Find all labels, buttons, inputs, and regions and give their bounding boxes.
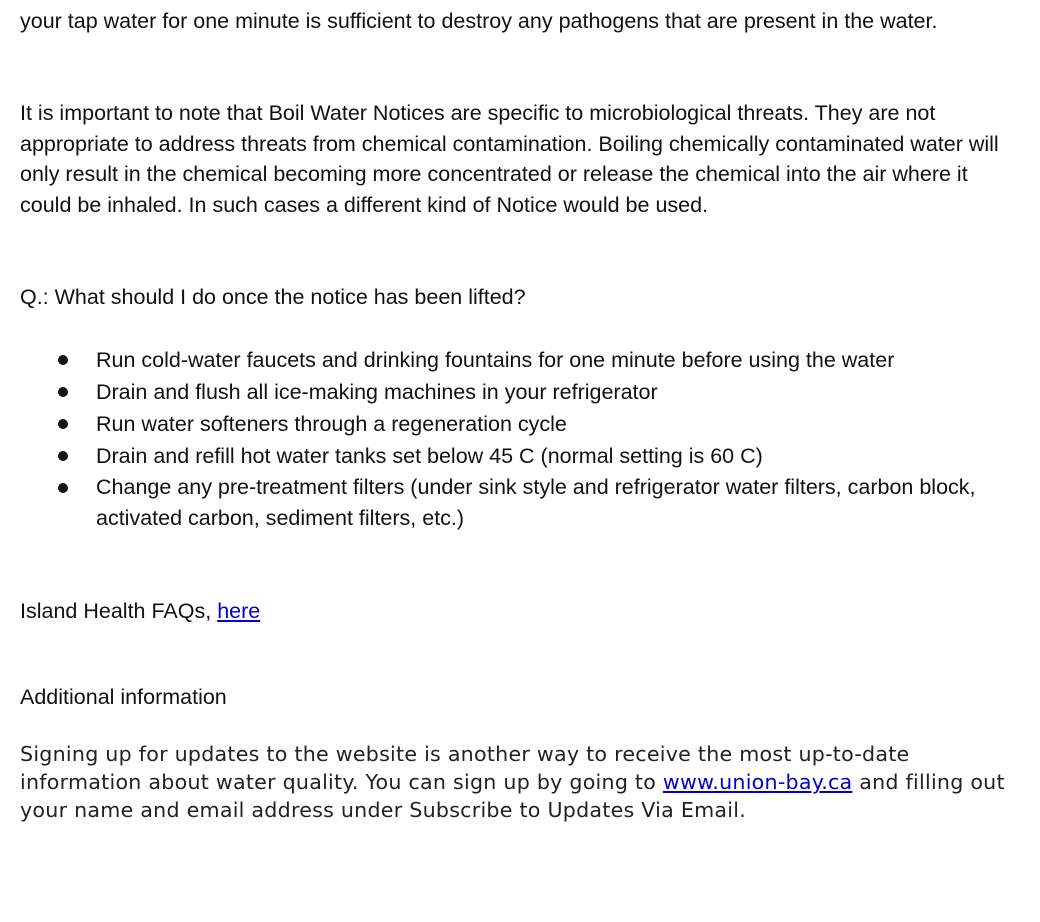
signup-text-after: and filling out your name and email address under Subscribe to Updates Via Email. (20, 770, 1005, 822)
bullet-icon (58, 483, 68, 493)
list-item (20, 408, 1010, 440)
list-item (20, 344, 1010, 376)
signup-text-before: Signing up for updates to the website is another way to receive the most up-to-date information about water quality. You can sign up by going to (20, 742, 910, 794)
bullet-icon (58, 419, 68, 429)
bullet-icon (58, 451, 68, 461)
list-item (20, 376, 1010, 408)
bullet-icon (58, 387, 68, 397)
faq-label: Island Health FAQs, (20, 599, 218, 623)
list-item (20, 472, 1010, 534)
signup-paragraph (20, 740, 1025, 824)
list-item (20, 440, 1010, 472)
faq-line (20, 596, 1010, 627)
list-item-text: Drain and flush all ice-making machines in your refrigerator (96, 380, 658, 404)
list-item-text: Change any pre-treatment filters (under sink style and refrigerator water filters, carbon block, activated carbon, sediment filters, etc.) (96, 475, 976, 530)
list-item-text: Run water softeners through a regeneration cycle (96, 412, 567, 436)
chemical-contamination-paragraph: It is important to note that Boil Water Notices are specific to microbiological threats. They are not appropriate to address threats from chemical contamination. Boiling chemically contaminated water will only result in the chemical becoming more concentrated or release the chemical into the air where it could be inhaled. In such cases a different kind of Notice would be used. (20, 101, 999, 218)
additional-information-heading: Additional information (20, 685, 227, 709)
website-link[interactable]: www.union-bay.ca (662, 770, 853, 794)
list-item-text: Drain and refill hot water tanks set below 45 C (normal setting is 60 C) (96, 444, 763, 468)
question-heading: Q.: What should I do once the notice has been lifted? (20, 285, 526, 309)
list-item-text: Run cold-water faucets and drinking fountains for one minute before using the water (96, 348, 895, 372)
faq-link[interactable]: here (217, 599, 261, 623)
bullet-icon (58, 355, 68, 365)
after-notice-checklist (20, 344, 1010, 534)
intro-paragraph: your tap water for one minute is sufficient to destroy any pathogens that are present in the water. (20, 9, 938, 33)
